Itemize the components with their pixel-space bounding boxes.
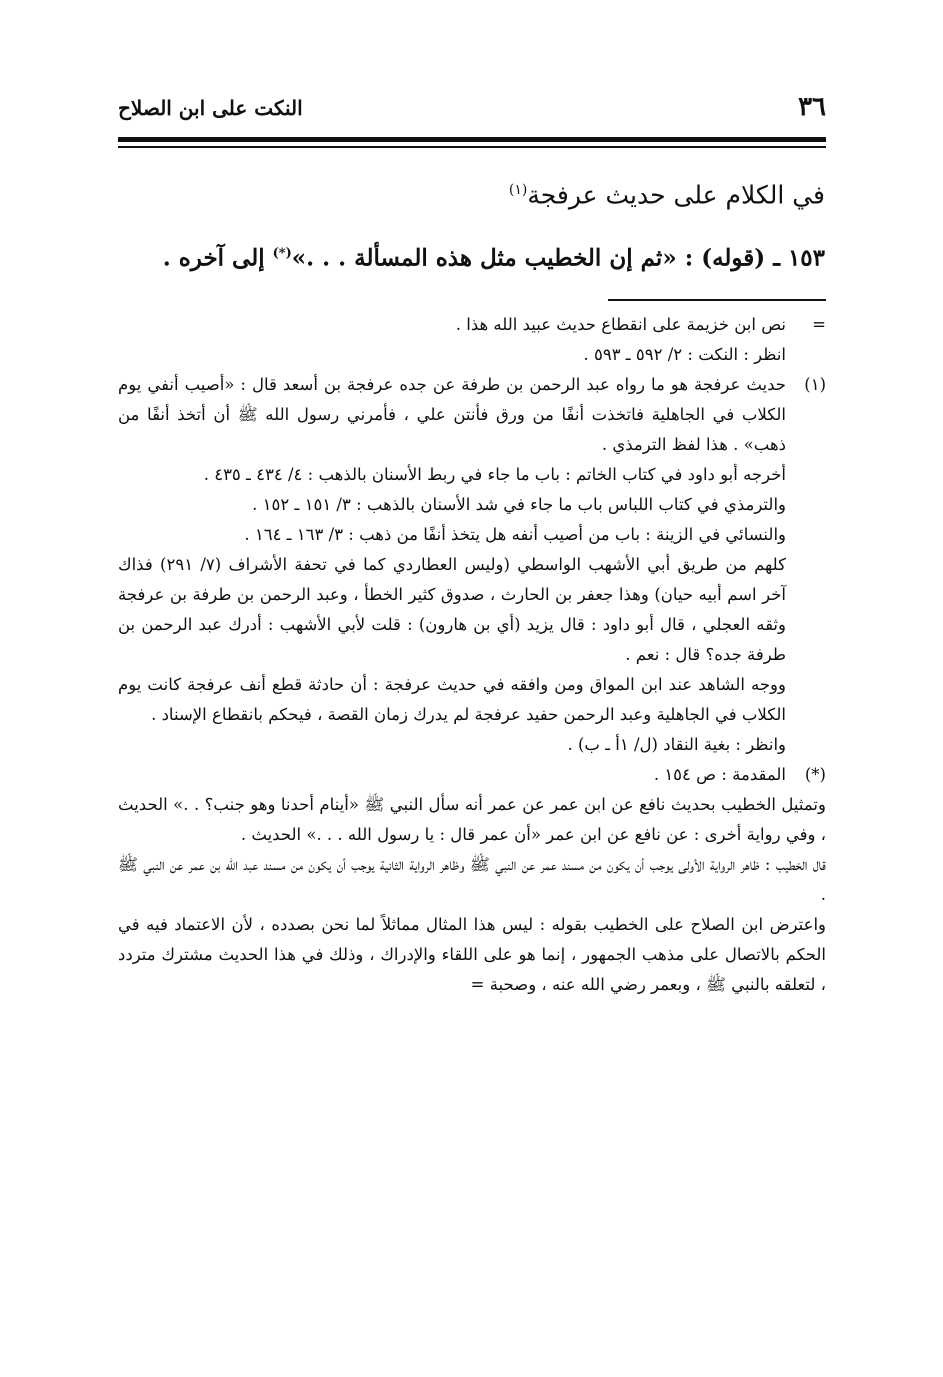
section-heading-text: في الكلام على حديث عرفجة xyxy=(527,180,825,210)
continuation-line: نص ابن خزيمة على انقطاع حديث عبيد الله هذا . xyxy=(455,315,786,334)
footnote-ref-1: (١) xyxy=(508,182,528,198)
footnote-paragraph: وتمثيل الخطيب بحديث نافع عن ابن عمر عن عمر أنه سأل النبي ﷺ «أينام أحدنا وهو جنب؟ . .» الحديث ، وفي رواية أخرى : عن نافع عن ابن عمر «أن عمر قال : يا رسول الله . . .» الحديث . xyxy=(118,795,826,844)
footnote-paragraph: كلهم من طريق أبي الأشهب الواسطي (وليس العطاردي كما في تحفة الأشراف (٧/ ٢٩١) فذاك آخر اسم أبيه حيان) وهذا جعفر بن الحارث ، صدوق كثير الخطأ ، وعبد الرحمن بن طرفة بن عرفجة وثقه العجلي ، قال أبو داود : قال يزيد (أي بن هارون) : قلت لأبي الأشهب : أدرك عبد الرحمن بن طرفة جده؟ قال : نعم . xyxy=(118,555,786,664)
footnote-continuation xyxy=(118,310,826,370)
page-header xyxy=(118,92,826,132)
footnote-star-first-line: المقدمة : ص ١٥٤ . xyxy=(653,765,786,784)
footnote-paragraph: حديث عرفجة هو ما رواه عبد الرحمن بن طرفة عن جده عرفجة بن أسعد قال : «أصيب أنفي يوم الكلاب في الجاهلية فاتخذت أنفًا من ورق فأنتن علي ، فأمرني رسول الله ﷺ أن أتخذ أنفًا من ذهب» . هذا لفظ الترمذي . xyxy=(118,375,786,454)
header-rule-thick xyxy=(118,137,826,142)
page-number: ٣٦ xyxy=(798,92,826,122)
section-heading xyxy=(117,170,825,215)
footnote-ref-star: (*) xyxy=(272,246,292,261)
footnote-star xyxy=(118,760,826,790)
footnote-paragraph: وانظر : بغية النقاد (ل/ ١أ ـ ب) . xyxy=(567,735,786,754)
footnote-1 xyxy=(118,370,826,760)
footnote-paragraph: والنسائي في الزينة : باب من أصيب أنفه هل يتخذ أنفًا من ذهب : ٣/ ١٦٣ ـ ١٦٤ . xyxy=(244,525,786,544)
main-item-153 xyxy=(117,234,825,279)
continuation-marker: = xyxy=(812,315,826,334)
footnote-star-marker: (*) xyxy=(804,765,826,784)
main-item-tail: إلى آخره . xyxy=(162,244,273,272)
header-rule-thin xyxy=(118,146,826,148)
footnote-1-marker: (١) xyxy=(804,375,826,394)
footnotes xyxy=(118,310,826,1000)
footnote-paragraph: والترمذي في كتاب اللباس باب ما جاء في شد الأسنان بالذهب : ٣/ ١٥١ ـ ١٥٢ . xyxy=(252,495,786,514)
footnote-paragraph: أخرجه أبو داود في كتاب الخاتم : باب ما جاء في ربط الأسنان بالذهب : ٤/ ٤٣٤ ـ ٤٣٥ . xyxy=(203,465,786,484)
footnote-paragraph: واعترض ابن الصلاح على الخطيب بقوله : ليس هذا المثال مماثلاً لما نحن بصدده ، لأن الاعتماد فيه في الحكم بالاتصال على مذهب الجمهور ، إنما هو على اللقاء والإدراك ، وذلك في هذا الحديث مشترك متردد ، لتعلقه بالنبي ﷺ ، وبعمر رضي الله عنه ، وصحبة = xyxy=(118,915,826,994)
continuation-line: انظر : النكت : ٢/ ٥٩٢ ـ ٥٩٣ . xyxy=(583,345,786,364)
footnote-separator xyxy=(608,299,826,301)
running-title: النكت على ابن الصلاح xyxy=(118,96,303,120)
main-item-text: ١٥٣ ـ (قوله) : «ثم إن الخطيب مثل هذه المسألة . . .» xyxy=(291,244,825,272)
footnote-paragraph: ووجه الشاهد عند ابن المواق ومن وافقه في حديث عرفجة : أن حادثة قطع أنف عرفجة كانت يوم الكلاب في الجاهلية وعبد الرحمن حفيد عرفجة لم يدرك زمان القصة ، فيحكم بانقطاع الإسناد . xyxy=(118,675,786,724)
footnote-paragraph: قال الخطيب : ظاهر الرواية الأولى يوجب أن يكون من مسند عمر عن النبي ﷺ وظاهر الرواية الثانية يوجب أن يكون من مسند عبد الله بن عمر عن النبي ﷺ . xyxy=(118,855,826,904)
